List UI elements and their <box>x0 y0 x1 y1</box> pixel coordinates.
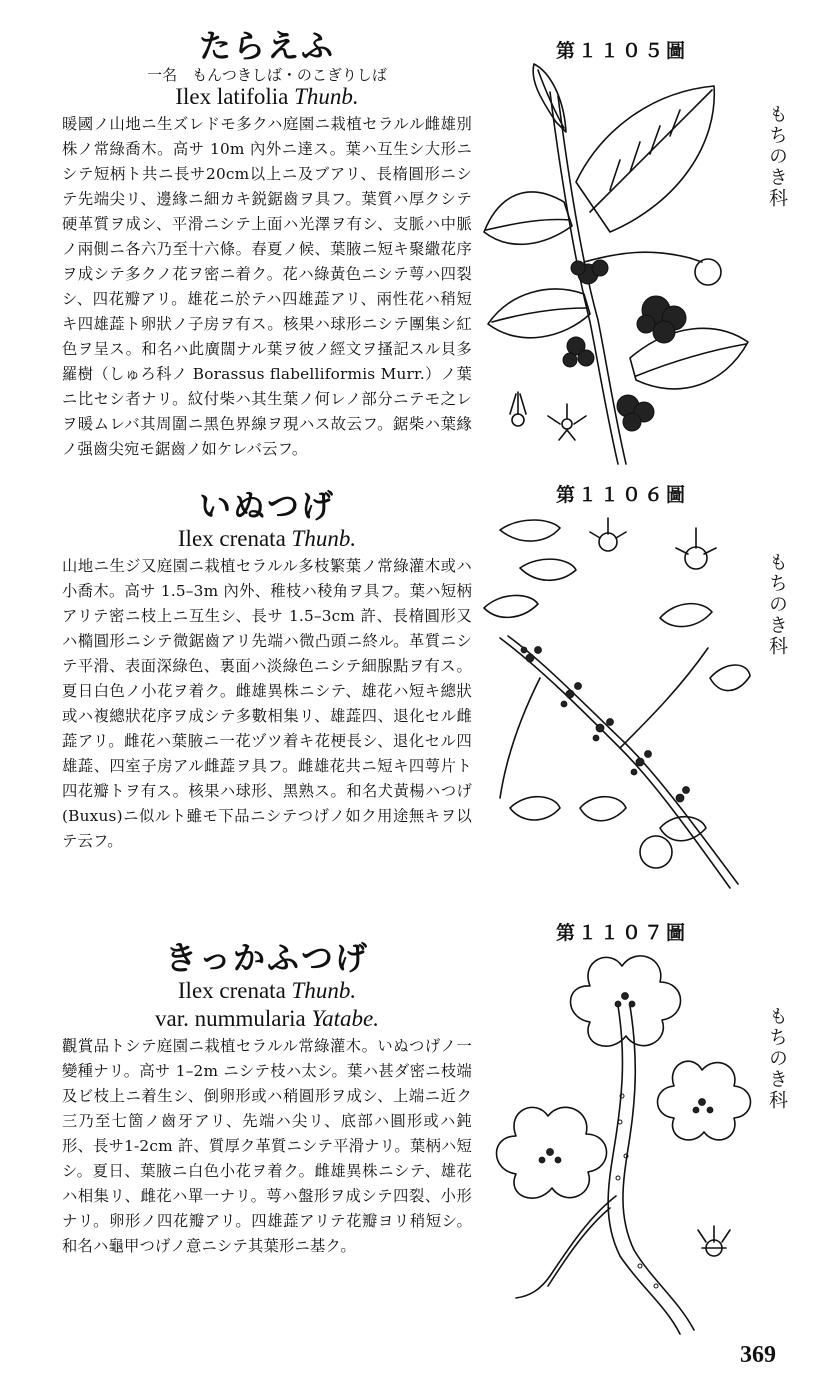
scientific-variety <box>62 1006 472 1032</box>
figure-label-1107: 第１１０７圖 <box>556 922 689 944</box>
scientific-name <box>62 526 472 552</box>
illustration-ilex-crenata-nummularia <box>490 946 762 1338</box>
entry-title: きっかふつげ <box>164 939 369 977</box>
entry-inutsuge <box>62 488 472 854</box>
sci-genus-species: Ilex crenata <box>177 978 286 1003</box>
entry-alias: 一名 もんつきしば・のこぎりしば <box>147 66 387 84</box>
family-label: もちのき科 <box>766 104 788 209</box>
scientific-name <box>62 978 472 1004</box>
entry-description: 暖國ノ山地ニ生ズレドモ多クハ庭園ニ栽植セラルル雌雄別株ノ常綠喬木。高サ 10m 內外ニ達ス。葉ハ互生シ大形ニシテ短柄ト共ニ長サ20cm以上ニ及ブアリ、長楕圓形ニシテ先端尖リ、邊緣ニ細カキ鋭鋸齒ヲ具フ。葉質ハ厚クシテ硬革質ヲ成シ、平滑ニシテ上面ハ光澤ヲ有シ、支脈ハ中脈ノ兩側ニ各六乃至十六條。春夏ノ候、葉腋ニ短キ聚繖花序ヲ成シテ多クノ花ヲ密ニ着ク。花ハ綠黃色ニシテ萼ハ四裂シ、四花瓣アリ。雄花ニ於テハ四雄蕋アリ、兩性花ハ稍短キ四雄蕋ト卵狀ノ子房ヲ有ス。核果ハ球形ニシテ團集シ紅色ヲ呈ス。和名ハ此廣闊ナル葉ヲ彼ノ經文ヲ搔記スル貝多羅樹（しゅろ科ノ Borassus flabelliformis Murr.）ノ葉ニ比セシ者ナリ。紋付柴ハ其生葉ノ何レノ部分ニテモ之レヲ暖ムレバ其周圍ニ黑色界線ヲ現ハス故云フ。鋸柴ハ葉緣ノ强齒尖宛モ鋸齒ノ如ケレバ云フ。 <box>62 115 472 458</box>
scientific-name <box>62 84 472 110</box>
sci-variety: var. nummularia <box>154 1006 306 1031</box>
illustration-ilex-crenata <box>480 508 752 904</box>
entry-title: いぬつげ <box>198 487 335 525</box>
family-label: もちのき科 <box>766 1006 788 1111</box>
family-label: もちのき科 <box>766 552 788 657</box>
sci-author: Thunb. <box>291 978 357 1003</box>
entry-tarayou <box>62 28 472 462</box>
sci-genus-species: Ilex crenata <box>177 526 286 551</box>
entry-kikkoutsuge <box>62 940 472 1259</box>
figure-label-1106: 第１１０６圖 <box>556 484 689 506</box>
sci-author: Thunb. <box>291 526 357 551</box>
sci-author: Thunb. <box>294 84 359 109</box>
entry-description: 觀賞品トシテ庭園ニ栽植セラルル常綠灌木。いぬつげノ一變種ナリ。高サ 1–2m ニシテ枝ハ太シ。葉ハ甚ダ密ニ枝端及ビ枝上ニ着生シ、倒卵形或ハ稍圓形ヲ成シ、上端ニ近ク三乃至七箇ノ齒牙アリ、先端ハ尖リ、底部ハ圓形或ハ鈍形、長サ1-2cm 許、質厚ク革質ニシテ平滑ナリ。葉柄ハ短シ。夏日、葉腋ニ白色小花ヲ着ク。雌雄異株ニシテ、雄花ハ相集リ、雌花ハ單一ナリ。萼ハ盤形ヲ成シテ四裂、小形ナリ。卵形ノ四花瓣アリ。四雄蕋アリテ花瓣ヨリ稍短シ。和名ハ龜甲つげノ意ニシテ其葉形ニ基ク。 <box>62 1037 472 1255</box>
entry-description: 山地ニ生ジ又庭園ニ栽植セラルル多枝繁葉ノ常綠灌木或ハ小喬木。高サ 1.5–3m 內外、稚枝ハ稜角ヲ具フ。葉ハ短柄アリテ密ニ枝上ニ互生シ、長サ 1.5–3cm 許、長楕圓形又ハ橢圓形ニシテ微鋸齒アリ先端ハ微凸頭ニ終ル。革質ニシテ平滑、表面深綠色、裏面ハ淡綠色ニシテ細腺點ヲ有ス。夏日白色ノ小花ヲ着ク。雌雄異株ニシテ、雄花ハ短キ總狀或ハ複總狀花序ヲ成シテ多數相集リ、雄蕋四、退化セル雌蕋アリ。雌花ハ葉腋ニ一花ヅツ着キ花梗長シ、退化セル四雄蕋、四室子房アル雌蕋ヲ具フ。雌雄花共ニ短キ四萼片ト四花瓣トヲ有ス。核果ハ球形、黑熟ス。和名犬黃楊ハつげ(Buxus)ニ似ルト雖モ下品ニシテつげノ如ク用途無キヲ以テ云フ。 <box>62 557 472 850</box>
figure-label-1105: 第１１０５圖 <box>556 40 689 62</box>
sci-genus-species: Ilex latifolia <box>175 84 289 109</box>
sci-variety-author: Yatabe. <box>311 1006 380 1031</box>
entry-title: たらえふ <box>198 27 335 65</box>
page-number: 369 <box>740 1342 776 1368</box>
illustration-ilex-latifolia <box>480 62 752 472</box>
